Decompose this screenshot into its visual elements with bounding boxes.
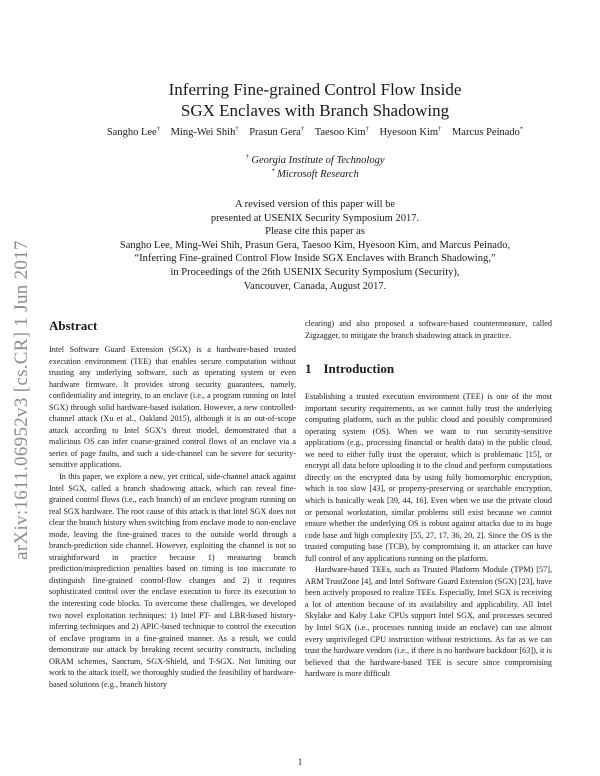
right-column bbox=[305, 318, 552, 680]
page-number: 1 bbox=[297, 757, 303, 767]
affiliations bbox=[60, 154, 570, 182]
revision-note bbox=[60, 198, 570, 293]
left-column bbox=[49, 318, 296, 690]
author: Sangho Lee† bbox=[106, 125, 160, 138]
abstract-paragraph: Intel Software Guard Extension (SGX) is a hardware-based trusted execution environment (TEE) that enables secure computation without trusting any underlying software, such as operating system or even hardware firmware. It provides strong security guarantees, namely, confidentiality and integrity, to an enclave (i.e., a program running on Intel SGX) through solid hardware-based isolation. However, a new controlled-channel attack (Xu et al., Oakland 2015), although it is an out-of-scope attack according to Intel SGX’s threat model, demonstrated that a malicious OS can infer coarse-grained control flows of an enclave via a series of page faults, and such a side-channel can be severe for security-sensitive applications. bbox=[49, 345, 296, 470]
section-number: 1 bbox=[305, 361, 312, 377]
arxiv-id: arXiv:1611.06952v3 [cs.CR] 1 Jun 2017 bbox=[11, 240, 32, 560]
affiliation: † Georgia Institute of Technology bbox=[245, 153, 385, 166]
note-line: in Proceedings of the 26th USENIX Security Symposium (Security), bbox=[170, 266, 460, 278]
affiliation: * Microsoft Research bbox=[271, 167, 359, 180]
paper-title bbox=[60, 79, 570, 121]
abstract-continuation: clearing) and also proposed a software-based countermeasure, called Zigzagger, to mitigate the branch shadowing attack in practice. bbox=[305, 319, 552, 340]
note-line: “Inferring Fine-grained Control Flow Inside SGX Enclaves with Branch Shadowing,” bbox=[134, 253, 496, 265]
note-line: Vancouver, Canada, August 2017. bbox=[243, 280, 387, 292]
title-line: SGX Enclaves with Branch Shadowing bbox=[180, 101, 450, 120]
note-line: A revised version of this paper will be bbox=[234, 199, 396, 210]
intro-heading bbox=[305, 361, 552, 377]
author: Hyesoon Kim† bbox=[379, 125, 442, 138]
arxiv-stamp bbox=[2, 210, 42, 590]
author: Taesoo Kim† bbox=[314, 125, 369, 138]
title-line: Inferring Fine-grained Control Flow Inside bbox=[168, 80, 462, 99]
abstract-heading: Abstract bbox=[49, 318, 98, 333]
abstract-paragraph: In this paper, we explore a new, yet critical, side-channel attack against Intel SGX, called a branch shadowing attack, which can reveal fine-grained control flows (i.e., each branch) of an enclave program running on real SGX hardware. The root cause of this attack is that Intel SGX does not clear the branch history when switching from enclave mode to non-enclave mode, leaving the fine-grained traces to the outside world through a branch-prediction side channel. However, exploiting the channel is not so straightforward in practice because 1) measuring branch prediction/misprediction penalties based on timing is too inaccurate to distinguish fine-grained control-flow changes and 2) it requires sophisticated control over the enclave execution to force its execution to the interesting code blocks. To overcome these challenges, we developed two novel exploitation techniques: 1) Intel PT- and LBR-based history-inferring techniques and 2) APIC-based technique to control the execution of enclave programs in a fine-grained manner. As a result, we could demonstrate our attack by breaking recent security constructs, including ORAM schemes, Sanctum, SGX-Shield, and T-SGX. Not limiting our work to the attack itself, we thoroughly studied the feasibility of hardware-based solutions (e.g., branch history bbox=[49, 472, 296, 689]
intro-paragraph: Establishing a trusted execution environment (TEE) is one of the most important security requirements, as we cannot fully trust the underlying computing platform, such as the public cloud and possibly compromised operating system (OS). When we want to run security-sensitive applications (e.g., processing financial or health data) in the public cloud, we need to either fully trust the operator, which is problematic [15], or encrypt all data before uploading it to the cloud and perform computations directly on the encrypted data by using fully homomorphic encryption, which is too slow [43], or property-preserving or searchable encryption, which is basically weak [39, 44, 16]. Even when we use the private cloud or personal workstation, similar problems still exist because we cannot ensure whether the underlying OS is robust against attacks due to its huge code base and high complexity [55, 27, 17, 36, 20, 2]. Since the OS is the trusted computing base (TCB), by compromising it, an attacker can have full control of any applications running on the platform. bbox=[305, 392, 552, 563]
author: Marcus Peinado* bbox=[451, 125, 524, 138]
author: Prasun Gera† bbox=[249, 125, 305, 138]
author: Ming-Wei Shih† bbox=[170, 125, 239, 138]
note-line: presented at USENIX Security Symposium 2017. bbox=[210, 212, 420, 224]
note-line: Sangho Lee, Ming-Wei Shih, Prasun Gera, Taesoo Kim, Hyesoon Kim, and Marcus Peinado, bbox=[119, 239, 511, 251]
note-line: Please cite this paper as bbox=[265, 226, 365, 238]
author-list bbox=[60, 127, 570, 138]
section-title: Introduction bbox=[323, 361, 395, 377]
intro-paragraph: Hardware-based TEEs, such as Trusted Platform Module (TPM) [57], ARM TrustZone [4], and Intel Software Guard Extension (SGX) [23], have been actively proposed to realize TEEs. Especially, Intel SGX is receiving a lot of attention because of its availability and applicability. All Intel Skylake and Kaby Lake CPUs support Intel SGX, and processes secured by Intel SGX (i.e., processes running inside an enclave) can use almost every unprivileged CPU instruction without restrictions. As far as we can trust the hardware vendors (i.e., if there is no hardware backdoor [63]), it is believed that the hardware-based TEE is secure since compromising hardware is more difficult bbox=[305, 565, 552, 679]
